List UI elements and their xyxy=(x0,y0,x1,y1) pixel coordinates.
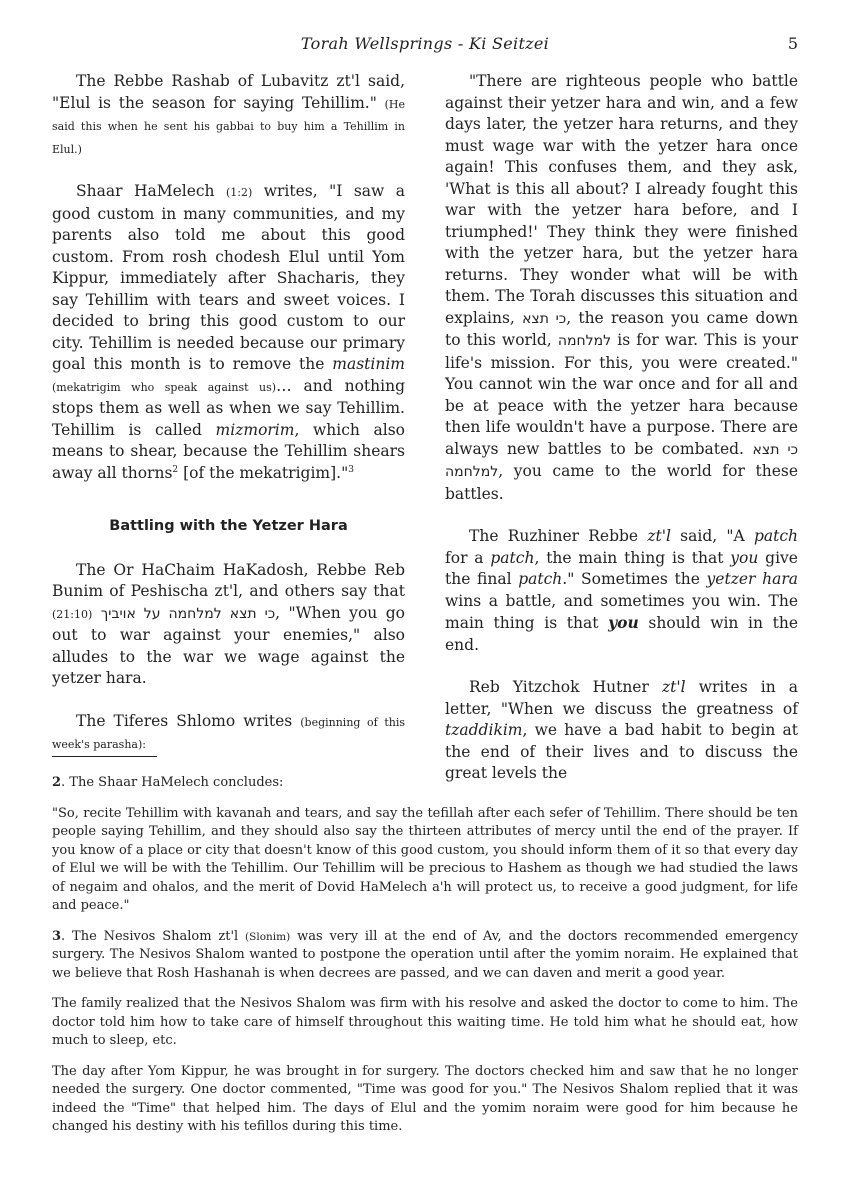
italic-term: yetzer hara xyxy=(706,570,798,588)
paragraph xyxy=(445,677,798,785)
parenthetical-note: (Slonim) xyxy=(245,930,291,943)
paragraph-text: ." Sometimes the xyxy=(562,570,700,588)
hebrew-quote: כי תצא למלחמה xyxy=(445,441,799,480)
parenthetical-note: (beginning of this week's parasha): xyxy=(52,715,405,751)
footnote-text: was very ill at the end of Av, and the doctors recommended emergency surgery. The Nesivos Shalom wanted to postpone the operation until after the yomim noraim. He explained that we believe that Rosh Hashanah is when decrees are passed, and we can daven and merit a good year. xyxy=(52,928,799,981)
paragraph-text: The Tiferes Shlomo writes xyxy=(76,711,293,730)
italic-term: tzaddikim xyxy=(445,721,523,739)
paragraph-text: writes in a letter, "When we discuss the greatness of xyxy=(445,678,798,718)
footnote-number: 3 xyxy=(52,928,62,944)
footnote-ref[interactable]: 3 xyxy=(348,464,354,475)
footnote-2-quote: "So, recite Tehillim with kavanah and tears, and say the tefillah after each sefer of Tehillim. There should be ten people saying Tehillim, and they should also say the thirteen attributes of mercy until the end of the prayer. If you know of a place or city that doesn't know of this good custom, you should inform them of it so that every day of Elul we will be with the Tehillim. Our Tehillim will be precious to Hashem as though we had studied the laws of negaim and ohalos, and the merit of Dovid HaMelech a'h will protect us, to receive a good judgment, for life and peace." xyxy=(52,805,798,913)
right-column xyxy=(445,71,798,806)
hebrew-quote: כי תצא למלחמה על אויביך xyxy=(100,605,276,622)
paragraph-text: Shaar HaMelech xyxy=(76,182,215,200)
parenthetical-note: (mekatrigim who speak against us) xyxy=(52,380,277,394)
paragraph-text: wins a battle, and sometimes you win. The main thing is that xyxy=(445,591,798,632)
paragraph xyxy=(52,711,405,756)
italic-term: patch xyxy=(753,527,798,545)
footnote-3 xyxy=(52,928,798,984)
italic-term: mastinim xyxy=(332,355,405,373)
paragraph-text: … and nothing stops them as well as when we say Tehillim. Tehillim is called xyxy=(52,376,405,439)
source-reference: (1:2) xyxy=(226,186,253,199)
paragraph-text: , which also means to shear, because the Tehillim shears away all thorns xyxy=(52,420,405,482)
source-reference: (21:10) xyxy=(52,607,93,621)
paragraph-text: writes, "I saw a good custom in many communities, and my parents also told me about this good custom. From rosh chodesh Elul until Yom Kippur, immediately after Shacharis, they say Tehillim with tears and sweet voices. I decided to bring this good custom to our city. Tehillim is needed because our primary goal this month is to remove the xyxy=(52,182,405,373)
paragraph-text: , the reason you came down to this world, xyxy=(445,308,799,349)
parenthetical-note: (He said this when he sent his gabbai to buy him a Tehillim in Elul.) xyxy=(52,97,405,156)
paragraph-text: [of the mekatrigim]." xyxy=(183,463,349,482)
paragraph-text: Reb Yitzchok Hutner xyxy=(469,678,649,696)
italic-term: mizmorim xyxy=(215,420,295,439)
footnote-ref[interactable]: 2 xyxy=(172,464,179,475)
paragraph xyxy=(52,71,405,160)
footnote-2 xyxy=(52,774,798,793)
paragraph-text: The Rebbe Rashab of Lubavitz zt'l said, "Elul is the season for saying Tehillim." xyxy=(52,72,405,112)
italic-term: zt'l xyxy=(661,678,686,696)
footnote-divider xyxy=(52,756,157,757)
page-number: 5 xyxy=(787,34,798,53)
hebrew-quote: למלחמה xyxy=(557,333,612,349)
paragraph-text: for a xyxy=(445,548,484,567)
header-title: Torah Wellsprings - Ki Seitzei xyxy=(300,34,550,53)
paragraph xyxy=(52,181,405,484)
footnote-text: . The Shaar HaMelech concludes: xyxy=(61,775,284,790)
paragraph-text: , we have a bad habit to begin at the end of their lives and to discuss the great levels the xyxy=(445,721,798,782)
italic-term: zt'l xyxy=(647,527,671,545)
paragraph-text: , you came to the world for these battles. xyxy=(445,462,798,503)
footnote-number: 2 xyxy=(52,775,62,790)
paragraph-text: , "When you go out to war against your enemies," also alludes to the war we wage against the yetzer hara. xyxy=(52,603,405,687)
footnotes xyxy=(52,774,798,1149)
paragraph xyxy=(52,560,405,690)
footnote-3-paragraph: The day after Yom Kippur, he was brought in for surgery. The doctors checked him and saw that he no longer needed the surgery. One doctor commented, "Time was good for you." The Nesivos Shalom replied that it was indeed the "Time" that helped him. The days of Elul and the yomim noraim were good for him because he changed his destiny with his tefillos during this time. xyxy=(52,1063,798,1134)
footnote-3-paragraph: The family realized that the Nesivos Shalom was firm with his resolve and asked the doctor to come to him. The doctor told him how to take care of himself throughout this waiting time. He told him what he should eat, how much to sleep, etc. xyxy=(52,996,798,1048)
paragraph xyxy=(445,526,798,656)
paragraph-text: The Ruzhiner Rebbe xyxy=(469,527,639,545)
section-heading: Battling with the Yetzer Hara xyxy=(109,518,348,534)
paragraph-text: should win in the end. xyxy=(445,614,799,654)
hebrew-quote: כי תצא xyxy=(522,310,567,327)
left-column xyxy=(52,71,405,777)
footnote-text: . The Nesivos Shalom zt'l xyxy=(61,928,239,944)
paragraph-text: , the main thing is that xyxy=(534,548,724,567)
bold-italic-term: you xyxy=(608,613,639,632)
paragraph-text: The Or HaChaim HaKadosh, Rebbe Reb Bunim of Peshischa zt'l, and others say that xyxy=(52,560,405,600)
running-header xyxy=(52,34,798,56)
paragraph-text: "There are righteous people who battle against their yetzer hara and win, and a few days later, the yetzer hara returns, and they must wage war with the yetzer hara once again! This confuses them, and they ask, 'What is this all about? I already fought this war with the yetzer hara before, and I triumphed!' They think they were finished with the yetzer hara, but the yetzer hara returns. They wonder what will be with them. The Torah discusses this situation and explains, xyxy=(445,72,798,327)
paragraph xyxy=(445,71,798,505)
paragraph-text: said, "A xyxy=(680,527,745,545)
italic-term: patch xyxy=(518,570,563,588)
paragraph-text: give the final xyxy=(445,548,798,588)
italic-term: patch xyxy=(490,548,535,567)
italic-term: you xyxy=(730,548,759,567)
paragraph-text: is for war. This is your life's mission. For this, you were created." You cannot win the war once and for all and be at peace with the yetzer hara because then life wouldn't have a purpose. There are always new battles to be combated. xyxy=(445,331,798,458)
